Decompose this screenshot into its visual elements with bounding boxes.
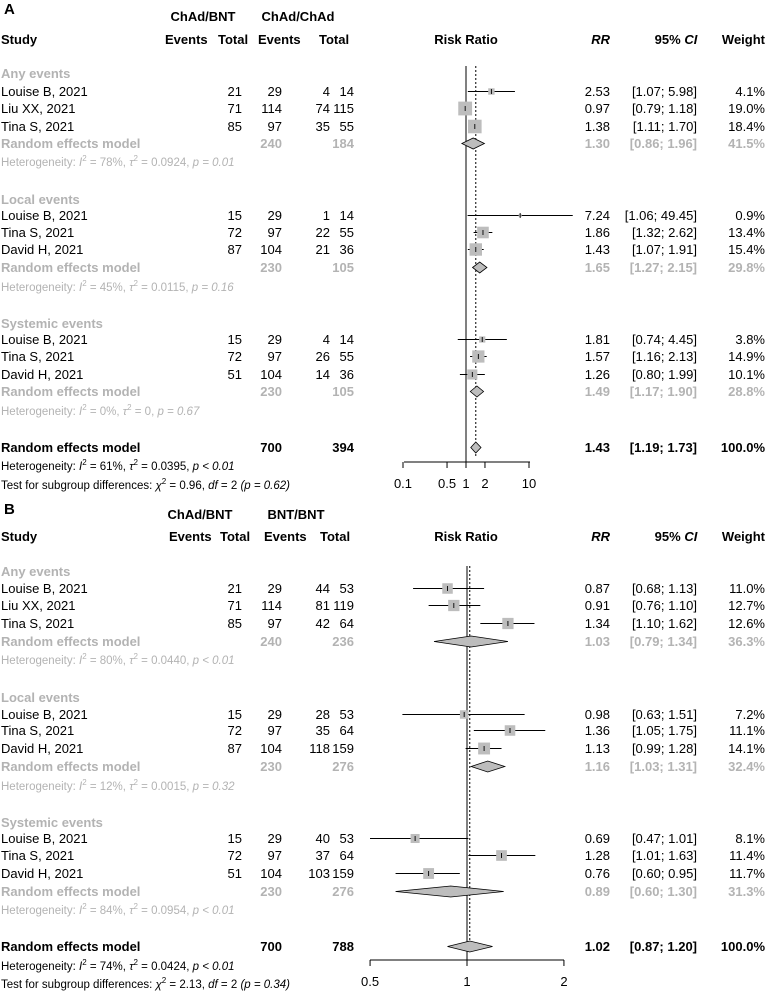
rr-value: 0.87 — [584, 581, 610, 596]
total1-value: 230 — [260, 759, 282, 774]
ci-value: [0.74; 4.45] — [631, 332, 697, 347]
total2-value: 36 — [339, 367, 354, 382]
events1-value: 15 — [227, 707, 242, 722]
events1-value: 87 — [227, 741, 242, 756]
weight-value: 8.1% — [735, 831, 765, 846]
x-tick-label: 10 — [521, 476, 537, 491]
study-name: David H, 2021 — [1, 866, 84, 881]
rr-value: 0.76 — [584, 866, 610, 881]
rr-value: 1.26 — [584, 367, 610, 382]
total1-value: 240 — [260, 136, 282, 151]
heterogeneity-text: Heterogeneity: $I^2 = 80\%$, $\tau^2 = 0.0440$, p < 0.01 — [1, 652, 235, 667]
x-tick-label: 2 — [481, 476, 489, 491]
total1-value: 29 — [267, 84, 282, 99]
group2-header: ChAd/ChAd — [261, 9, 335, 24]
total2-value: 115 — [333, 101, 354, 116]
total2-value: 14 — [339, 332, 354, 347]
heterogeneity-text: Heterogeneity: $I^2 = 78\%$, $\tau^2 = 0.0924$, p = 0.01 — [1, 154, 235, 169]
subgroup-diamond — [434, 636, 508, 647]
study-name: David H, 2021 — [1, 367, 84, 382]
subgroup-title: Systemic events — [1, 316, 103, 331]
x-tick-label: 1 — [463, 974, 471, 989]
ci-value: [0.79; 1.18] — [631, 101, 697, 116]
weight-value: 3.8% — [735, 332, 765, 347]
total2-value: 14 — [339, 84, 354, 99]
study-name: Tina S, 2021 — [1, 119, 75, 134]
weight-value: 15.4% — [728, 242, 765, 257]
study-name: Louise B, 2021 — [1, 581, 88, 596]
rr-value: 1.49 — [584, 384, 610, 399]
subgroup-title: Any events — [1, 66, 71, 81]
heterogeneity-text: Heterogeneity: $I^2 = 45\%$, $\tau^2 = 0.0115$, p = 0.16 — [1, 279, 234, 294]
weight-value: 11.7% — [729, 866, 765, 881]
ci-value: [1.10; 1.62] — [631, 616, 697, 631]
ci-value: [0.47; 1.01] — [631, 831, 697, 846]
heterogeneity-text: Heterogeneity: $I^2 = 61\%$, $\tau^2 = 0.0395$, p < 0.01 — [1, 458, 235, 473]
total1-value: 114 — [261, 101, 282, 116]
weight-value: 11.0% — [729, 581, 765, 596]
total1-value: 230 — [260, 384, 282, 399]
ci-value: [0.60; 1.30] — [629, 884, 697, 899]
events1-value: 15 — [227, 831, 242, 846]
rr-value: 1.43 — [584, 242, 610, 257]
events1-header: Events — [165, 32, 208, 47]
total1-value: 97 — [267, 616, 282, 631]
total1-value: 240 — [260, 634, 282, 649]
x-tick-label: 1 — [462, 476, 470, 491]
total1-value: 104 — [260, 242, 282, 257]
pooled-label: Random effects model — [1, 884, 141, 899]
total2-value: 55 — [339, 225, 354, 240]
events1-value: 72 — [227, 225, 242, 240]
total1-header: Total — [218, 32, 249, 47]
subgroup-title: Local events — [1, 192, 80, 207]
study-name: Liu XX, 2021 — [1, 101, 76, 116]
rr-value: 7.24 — [584, 208, 610, 223]
total2-value: 64 — [339, 723, 354, 738]
risk-ratio-header: Risk Ratio — [434, 529, 498, 544]
pooled-label: Random effects model — [1, 136, 141, 151]
events1-value: 71 — [227, 101, 242, 116]
study-name: Tina S, 2021 — [1, 848, 75, 863]
total1-value: 97 — [267, 723, 282, 738]
total1-value: 700 — [260, 440, 282, 455]
total1-value: 104 — [260, 866, 282, 881]
ci-value: [0.80; 1.99] — [631, 367, 697, 382]
rr-header: RR — [591, 32, 610, 47]
total1-value: 230 — [260, 884, 282, 899]
weight-value: 11.1% — [729, 723, 765, 738]
x-tick-label: 0.1 — [393, 476, 413, 491]
ci-value: [1.17; 1.90] — [629, 384, 697, 399]
weight-value: 14.1% — [728, 741, 765, 756]
total2-value: 159 — [332, 866, 354, 881]
ci-value: [0.60; 0.95] — [631, 866, 697, 881]
pooled-label: Random effects model — [1, 260, 141, 275]
study-name: Tina S, 2021 — [1, 616, 75, 631]
rr-value: 2.53 — [584, 84, 610, 99]
total2-value: 64 — [339, 616, 354, 631]
group1-header: ChAd/BNT — [167, 507, 233, 522]
events1-value: 21 — [227, 581, 242, 596]
subgroup-diamond — [471, 761, 505, 772]
total1-value: 29 — [267, 208, 282, 223]
total2-value: 55 — [339, 349, 354, 364]
events1-value: 51 — [227, 367, 242, 382]
weight-value: 31.3% — [728, 884, 765, 899]
total1-value: 97 — [267, 119, 282, 134]
study-header: Study — [1, 529, 38, 544]
events1-value: 15 — [227, 332, 242, 347]
total2-value: 159 — [332, 741, 354, 756]
events1-value: 72 — [227, 349, 242, 364]
weight-value: 13.4% — [728, 225, 765, 240]
total2-value: 55 — [339, 119, 354, 134]
heterogeneity-text: Heterogeneity: $I^2 = 74\%$, $\tau^2 = 0.0424$, p < 0.01 — [1, 958, 235, 973]
events2-value: 40 — [315, 831, 330, 846]
rr-value: 1.02 — [584, 939, 610, 954]
total1-value: 700 — [260, 939, 282, 954]
events1-value: 72 — [227, 848, 242, 863]
weight-header: Weight — [721, 529, 765, 544]
x-tick-label: 0.5 — [361, 974, 380, 989]
events1-value: 71 — [227, 598, 242, 613]
events2-value: 44 — [315, 581, 330, 596]
group1-header: ChAd/BNT — [170, 9, 236, 24]
ci-value: [1.06; 49.45] — [624, 208, 697, 223]
events2-value: 35 — [315, 723, 330, 738]
rr-value: 0.89 — [584, 884, 610, 899]
study-name: David H, 2021 — [1, 242, 84, 257]
subgroup-title: Any events — [1, 564, 71, 579]
study-name: David H, 2021 — [1, 741, 84, 756]
overall-label: Random effects model — [1, 440, 141, 455]
ci-value: [1.07; 5.98] — [631, 84, 697, 99]
rr-value: 1.57 — [584, 349, 610, 364]
total1-value: 29 — [267, 831, 282, 846]
ci-value: [0.76; 1.10] — [631, 598, 697, 613]
overall-label: Random effects model — [1, 939, 141, 954]
total2-value: 14 — [339, 208, 354, 223]
events2-value: 42 — [315, 616, 330, 631]
total2-value: 119 — [333, 598, 354, 613]
events2-value: 14 — [315, 367, 330, 382]
heterogeneity-text: Heterogeneity: $I^2 = 0\%$, $\tau^2 = 0$, p = 0.67 — [1, 403, 200, 418]
x-tick-label: 0.5 — [437, 476, 457, 491]
weight-value: 36.3% — [728, 634, 765, 649]
ci-value: [1.32; 2.62] — [631, 225, 697, 240]
events2-value: 74 — [315, 101, 330, 116]
rr-value: 1.03 — [584, 634, 610, 649]
ci-header: 95% CI — [654, 32, 698, 47]
total2-header: Total — [319, 32, 350, 47]
total1-value: 104 — [260, 367, 282, 382]
ci-value: [0.79; 1.34] — [629, 634, 697, 649]
events1-value: 85 — [227, 616, 242, 631]
events2-value: 22 — [315, 225, 330, 240]
study-name: Tina S, 2021 — [1, 225, 75, 240]
group2-header: BNT/BNT — [267, 507, 325, 522]
study-name: Tina S, 2021 — [1, 349, 75, 364]
study-name: Tina S, 2021 — [1, 723, 75, 738]
rr-value: 0.91 — [584, 598, 610, 613]
events1-value: 72 — [227, 723, 242, 738]
subgroup-test-text: Test for subgroup differences: $\chi^2 = 2.13$, df = 2 (p = 0.34) — [1, 976, 290, 991]
weight-value: 32.4% — [728, 759, 765, 774]
weight-value: 100.0% — [720, 440, 765, 455]
weight-value: 12.6% — [728, 616, 765, 631]
total1-value: 97 — [267, 225, 282, 240]
ci-value: [0.99; 1.28] — [631, 741, 697, 756]
weight-header: Weight — [721, 32, 765, 47]
events1-value: 21 — [227, 84, 242, 99]
pooled-label: Random effects model — [1, 759, 141, 774]
total1-header: Total — [220, 529, 251, 544]
events1-value: 15 — [227, 208, 242, 223]
events2-value: 37 — [315, 848, 330, 863]
pooled-label: Random effects model — [1, 384, 141, 399]
events2-value: 81 — [315, 598, 330, 613]
rr-value: 1.34 — [584, 616, 610, 631]
total2-header: Total — [320, 529, 351, 544]
subgroup-title: Local events — [1, 690, 80, 705]
study-name: Louise B, 2021 — [1, 84, 88, 99]
total1-value: 230 — [260, 260, 282, 275]
study-name: Louise B, 2021 — [1, 208, 88, 223]
weight-value: 10.1% — [728, 367, 765, 382]
weight-value: 0.9% — [735, 208, 765, 223]
weight-value: 100.0% — [720, 939, 765, 954]
total2-value: 53 — [339, 707, 354, 722]
ci-value: [1.01; 1.63] — [631, 848, 697, 863]
study-header: Study — [1, 32, 38, 47]
ci-value: [1.19; 1.73] — [629, 440, 697, 455]
rr-value: 1.36 — [584, 723, 610, 738]
weight-value: 18.4% — [728, 119, 765, 134]
subgroup-diamond — [473, 262, 487, 273]
overall-diamond — [471, 442, 481, 453]
heterogeneity-text: Heterogeneity: $I^2 = 84\%$, $\tau^2 = 0.0954$, p < 0.01 — [1, 902, 235, 917]
rr-value: 1.30 — [584, 136, 610, 151]
rr-header: RR — [591, 529, 610, 544]
events1-header: Events — [169, 529, 212, 544]
total1-value: 29 — [267, 581, 282, 596]
weight-value: 4.1% — [735, 84, 765, 99]
study-name: Louise B, 2021 — [1, 332, 88, 347]
rr-value: 1.28 — [584, 848, 610, 863]
total2-value: 394 — [332, 440, 354, 455]
pooled-label: Random effects model — [1, 634, 141, 649]
total2-value: 276 — [332, 884, 354, 899]
rr-value: 1.38 — [584, 119, 610, 134]
subgroup-diamond — [470, 386, 483, 397]
events2-value: 21 — [315, 242, 330, 257]
total1-value: 114 — [261, 598, 282, 613]
ci-value: [0.86; 1.96] — [629, 136, 697, 151]
ci-header: 95% CI — [654, 529, 698, 544]
total2-value: 105 — [332, 384, 354, 399]
overall-diamond — [448, 941, 493, 952]
ci-value: [1.11; 1.70] — [632, 119, 697, 134]
ci-value: [1.03; 1.31] — [629, 759, 697, 774]
weight-value: 41.5% — [728, 136, 765, 151]
total2-value: 184 — [332, 136, 354, 151]
total2-value: 788 — [332, 939, 354, 954]
events2-value: 28 — [315, 707, 330, 722]
events1-value: 51 — [227, 866, 242, 881]
risk-ratio-header: Risk Ratio — [434, 32, 498, 47]
total2-value: 64 — [339, 848, 354, 863]
study-name: Liu XX, 2021 — [1, 598, 76, 613]
total1-value: 29 — [267, 707, 282, 722]
events2-value: 118 — [309, 741, 330, 756]
weight-value: 29.8% — [728, 260, 765, 275]
rr-value: 0.69 — [584, 831, 610, 846]
total1-value: 104 — [260, 741, 282, 756]
weight-value: 7.2% — [735, 707, 765, 722]
weight-value: 11.4% — [729, 848, 765, 863]
forest-panel-A — [1, 1, 766, 492]
events2-value: 103 — [308, 866, 330, 881]
total2-value: 276 — [332, 759, 354, 774]
total2-value: 105 — [332, 260, 354, 275]
ci-value: [1.07; 1.91] — [631, 242, 697, 257]
subgroup-diamond — [462, 138, 485, 149]
ci-value: [1.16; 2.13] — [631, 349, 697, 364]
events2-value: 26 — [315, 349, 330, 364]
weight-value: 14.9% — [728, 349, 765, 364]
total2-value: 236 — [332, 634, 354, 649]
ci-value: [0.63; 1.51] — [631, 707, 697, 722]
subgroup-title: Systemic events — [1, 815, 103, 830]
ci-value: [0.68; 1.13] — [631, 581, 697, 596]
rr-value: 1.81 — [584, 332, 610, 347]
rr-value: 1.16 — [584, 759, 610, 774]
ci-value: [1.27; 2.15] — [629, 260, 697, 275]
ci-value: [1.05; 1.75] — [631, 723, 697, 738]
events2-header: Events — [264, 529, 307, 544]
events1-value: 87 — [227, 242, 242, 257]
rr-value: 0.97 — [584, 101, 610, 116]
x-tick-label: 2 — [560, 974, 568, 989]
heterogeneity-text: Heterogeneity: $I^2 = 12\%$, $\tau^2 = 0.0015$, p = 0.32 — [1, 778, 235, 793]
weight-value: 12.7% — [728, 598, 765, 613]
events1-value: 85 — [227, 119, 242, 134]
panel-label: A — [4, 1, 15, 18]
total2-value: 53 — [339, 581, 354, 596]
events2-value: 35 — [315, 119, 330, 134]
subgroup-test-text: Test for subgroup differences: $\chi^2 = 0.96$, df = 2 (p = 0.62) — [1, 477, 290, 492]
weight-value: 28.8% — [728, 384, 765, 399]
total1-value: 97 — [267, 848, 282, 863]
rr-value: 0.98 — [584, 707, 610, 722]
total2-value: 53 — [339, 831, 354, 846]
rr-value: 1.13 — [584, 741, 610, 756]
panel-label: B — [4, 501, 15, 518]
study-name: Louise B, 2021 — [1, 831, 88, 846]
total2-value: 36 — [339, 242, 354, 257]
total1-value: 29 — [267, 332, 282, 347]
study-name: Louise B, 2021 — [1, 707, 88, 722]
events2-value: 4 — [322, 332, 330, 347]
ci-value: [0.87; 1.20] — [629, 939, 697, 954]
rr-value: 1.86 — [584, 225, 610, 240]
forest-panel-B — [1, 501, 766, 991]
subgroup-diamond — [396, 886, 504, 897]
total1-value: 97 — [267, 349, 282, 364]
rr-value: 1.65 — [584, 260, 610, 275]
events2-header: Events — [258, 32, 301, 47]
weight-value: 19.0% — [728, 101, 765, 116]
events2-value: 4 — [322, 84, 330, 99]
rr-value: 1.43 — [584, 440, 610, 455]
events2-value: 1 — [322, 208, 330, 223]
